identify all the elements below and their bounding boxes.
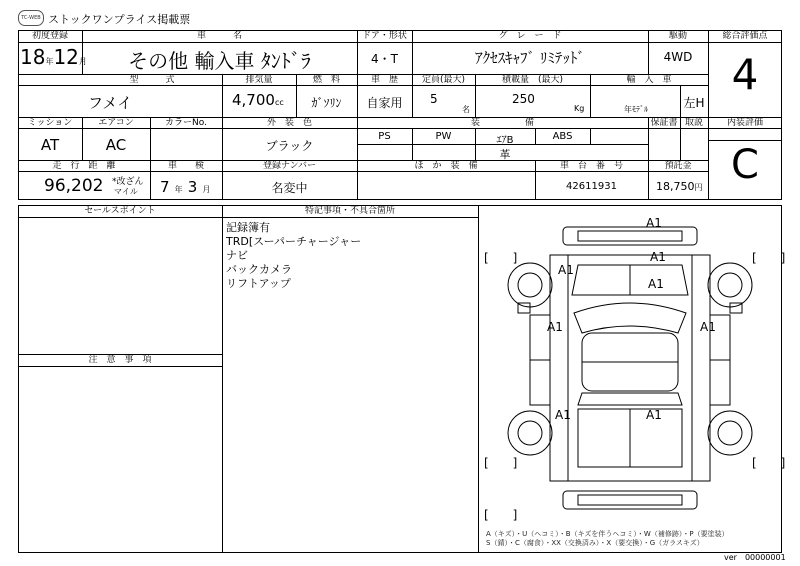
capacity-value: 5 [430, 92, 438, 106]
aircon-value: AC [105, 136, 127, 154]
vehicle-name-value: その他 輸入車 ﾀﾝﾄﾞﾗ [128, 49, 311, 73]
logo-text: TC-WEB [21, 15, 41, 21]
hdr-grade: グ レ ー ド [498, 31, 562, 41]
hdr-manual: 取説 [684, 118, 703, 128]
equip-leather: 革 [499, 148, 511, 161]
hdr-inspection: 車 検 [167, 161, 204, 171]
bracket-bottom: [ ] [484, 508, 518, 522]
hdr-interior-grade: 内装評価 [726, 118, 763, 128]
notes-line: リフトアップ [226, 277, 291, 290]
deposit-value: 18,750円 [656, 180, 703, 193]
grade-value: ｱｸｾｽｷｬﾌﾞ ﾘﾐﾃｯﾄﾞ [475, 49, 585, 67]
model-year-label: 年ﾓﾃﾞﾙ [624, 105, 648, 114]
hdr-aircon: エアコン [98, 118, 134, 128]
damage-mark: A1 [650, 250, 666, 264]
notes-list [226, 221, 361, 291]
hdr-mileage: 走 行 距 離 [52, 161, 116, 171]
equip-airbag: ｴｱB [496, 135, 514, 146]
fuel-value: ｶﾞｿﾘﾝ [311, 96, 342, 110]
damage-mark: A1 [646, 216, 662, 230]
damage-mark: A1 [646, 408, 662, 422]
hdr-caution: 注 意 事 項 [88, 355, 152, 365]
steering-value: 左H [683, 96, 705, 110]
hdr-warranty: 保証書 [650, 118, 678, 128]
ext-color-value: ブラック [265, 139, 314, 153]
hdr-load: 積載量 (最大) [501, 75, 564, 85]
hdr-other-equip: ほ か 装 備 [414, 161, 478, 171]
mileage-note: *改ざん [112, 177, 144, 187]
capacity-unit: 名 [462, 105, 470, 114]
equip-abs: ABS [552, 131, 573, 142]
hdr-vehicle-name: 車 名 [196, 31, 242, 41]
hdr-reg-plate: 登録ナンバー [263, 161, 316, 171]
overall-grade-value: 4 [731, 50, 759, 99]
hdr-sales-point: セールスポイント [84, 206, 156, 216]
mission-value: AT [40, 136, 60, 154]
load-unit: Kg [574, 104, 585, 113]
bracket-front-right: [ ] [752, 251, 786, 265]
hdr-chassis-no: 車 台 番 号 [559, 161, 623, 171]
damage-mark: A1 [558, 263, 574, 277]
damage-mark: A1 [547, 320, 563, 334]
car-diagram [478, 205, 782, 529]
displacement-value: 4,700cc [232, 91, 284, 109]
damage-legend [486, 530, 729, 548]
chassis-no-value: 42611931 [566, 181, 617, 192]
hdr-equipment: 装 備 [470, 118, 534, 128]
interior-grade-value: C [731, 142, 759, 188]
damage-mark: A1 [555, 408, 571, 422]
notes-line: TRD[スーパーチャージャー [226, 235, 362, 248]
hdr-model: 型 式 [129, 75, 175, 85]
hdr-overall-grade: 総合評価点 [722, 31, 768, 41]
hdr-door-type: ドア・形状 [362, 31, 407, 41]
notes-line: バックカメラ [226, 263, 292, 276]
reg-plate-value: 名変中 [271, 181, 308, 195]
load-value: 250 [512, 92, 535, 106]
hdr-first-reg: 初度登録 [31, 31, 68, 41]
hdr-fuel: 燃 料 [312, 75, 340, 85]
hdr-capacity: 定員(最大) [421, 75, 466, 85]
hdr-import: 輸 入 車 [626, 75, 672, 85]
notes-line: ナビ [226, 249, 248, 262]
hdr-drive: 駆動 [668, 31, 687, 41]
document-title: ストックワンプライス掲載票 [48, 13, 191, 26]
damage-mark: A1 [700, 320, 716, 334]
mileage-unit: マイル [114, 187, 138, 196]
equip-pw: PW [435, 131, 452, 142]
hdr-ext-color: 外 装 色 [266, 118, 312, 128]
hdr-history: 車 歴 [370, 75, 398, 85]
bracket-rear-right: [ ] [752, 456, 786, 470]
first-reg-value: 18年12月 [20, 45, 87, 69]
logo [18, 10, 44, 26]
damage-mark: A1 [648, 277, 664, 291]
hdr-color-no: カラーNo. [165, 118, 207, 128]
legend-line: A（キズ）・U（ヘコミ）・B（キズを伴うヘコミ）・W（補修跡）・P（要塗装） [486, 530, 729, 538]
hdr-displacement: 排気量 [245, 75, 273, 85]
notes-line: 記録簿有 [226, 221, 270, 234]
inspection-value: 7 年 3 月 [160, 178, 211, 196]
version-label: ver 00000001 [724, 553, 786, 562]
bracket-front-left: [ ] [484, 251, 518, 265]
mileage-value: 96,202 [44, 176, 104, 196]
legend-line: S（錆）・C（腐食）・XX（交換済み）・X（要交換）・G（ガラスキズ） [486, 539, 704, 547]
door-value: 4・T [371, 52, 398, 66]
hdr-deposit: 預託金 [664, 161, 692, 171]
equip-ps: PS [378, 131, 391, 142]
hdr-mission: ミッション [27, 118, 73, 128]
drive-value: 4WD [663, 50, 693, 64]
history-value: 自家用 [366, 96, 403, 110]
model-value: フメイ [88, 94, 133, 112]
hdr-notes: 特記事項・不具合箇所 [304, 206, 395, 216]
bracket-rear-left: [ ] [484, 456, 518, 470]
